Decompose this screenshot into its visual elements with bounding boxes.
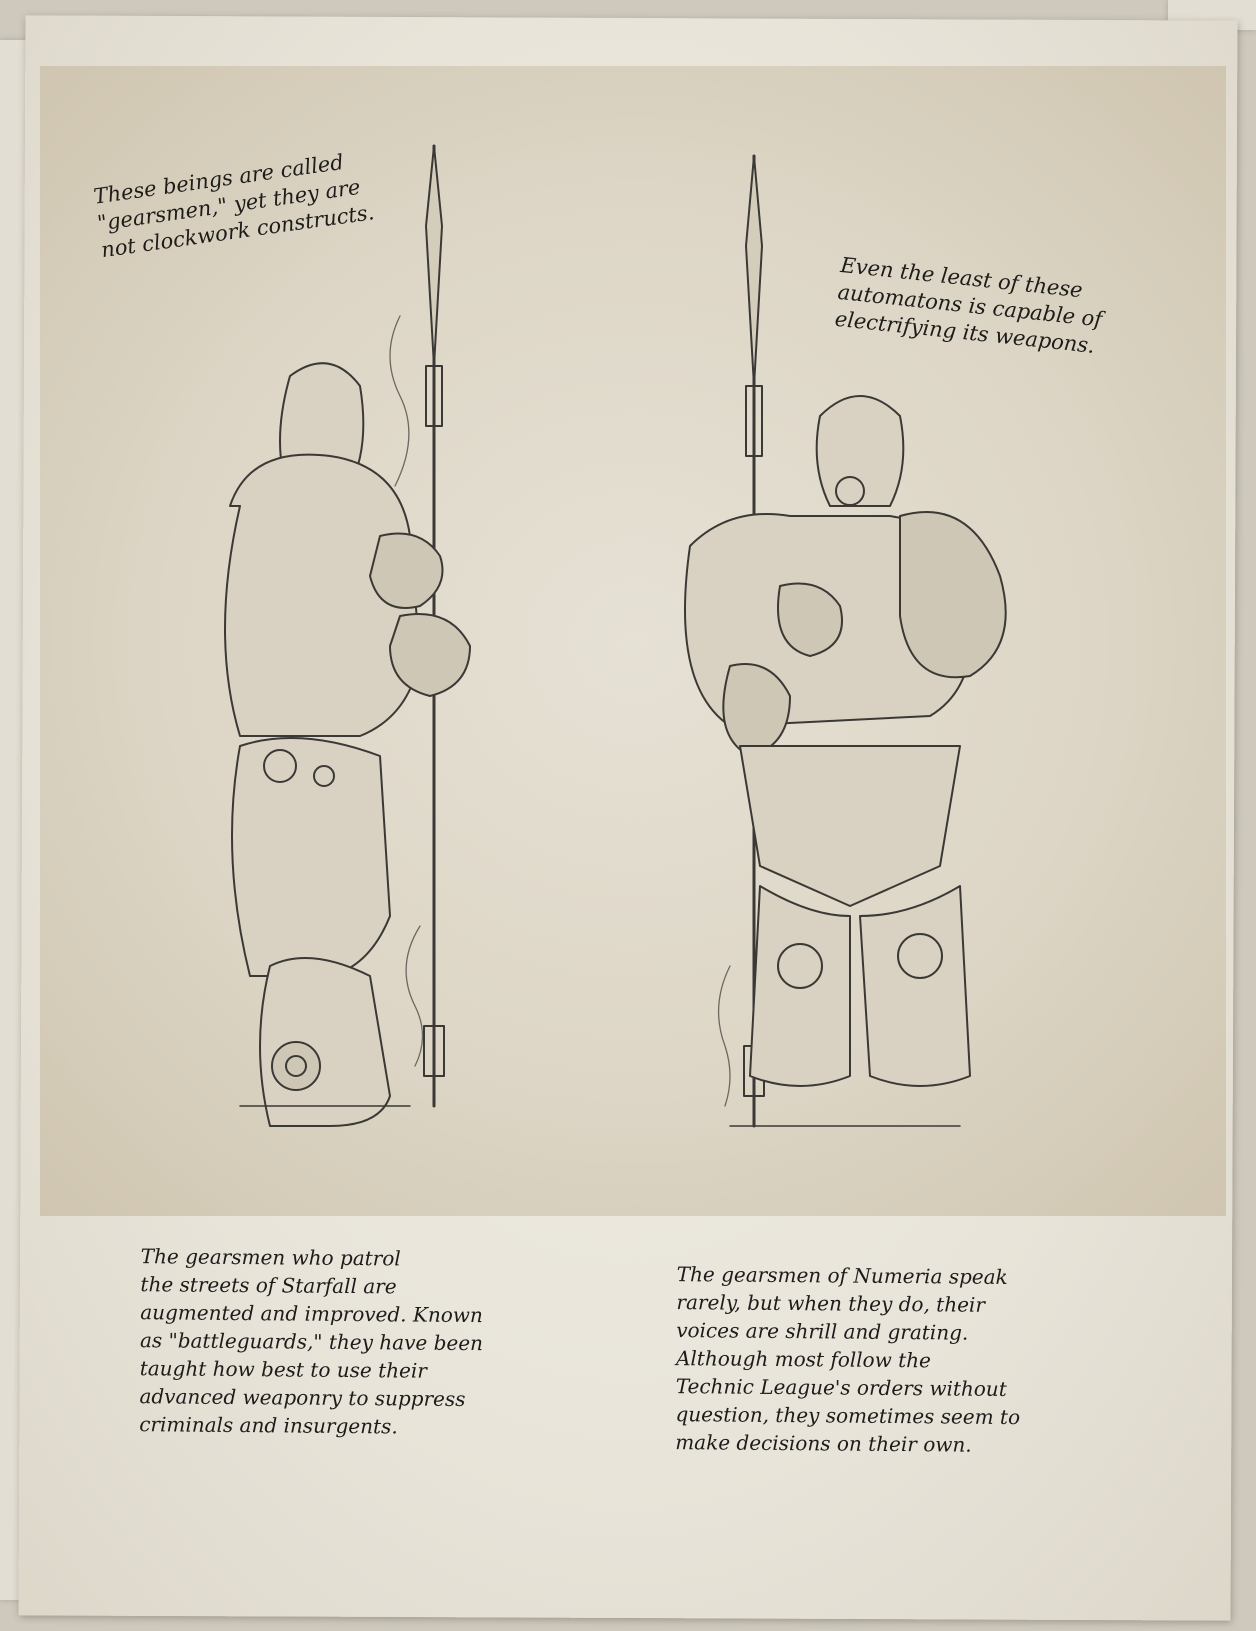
- caption-bottom-left: The gearsmen who patrol the streets of Starfall are augmented and improved. Known as "battleguards," they have been taught how best to use their advanced weaponry to suppress criminals and insurgents.: [139, 1244, 484, 1439]
- caption-top-right: Even the least of these automatons is capable of electrifying its weapons.: [833, 252, 1104, 358]
- caption-bottom-right: The gearsmen of Numeria speak rarely, but when they do, their voices are shrill and grating. Although most follow the Technic League's orders without question, they sometimes seem to make decisions on their own.: [675, 1262, 1021, 1457]
- caption-top-left: These beings are called "gearsmen," yet they are not clockwork constructs.: [92, 149, 376, 263]
- right-gearsman: [685, 396, 1006, 1126]
